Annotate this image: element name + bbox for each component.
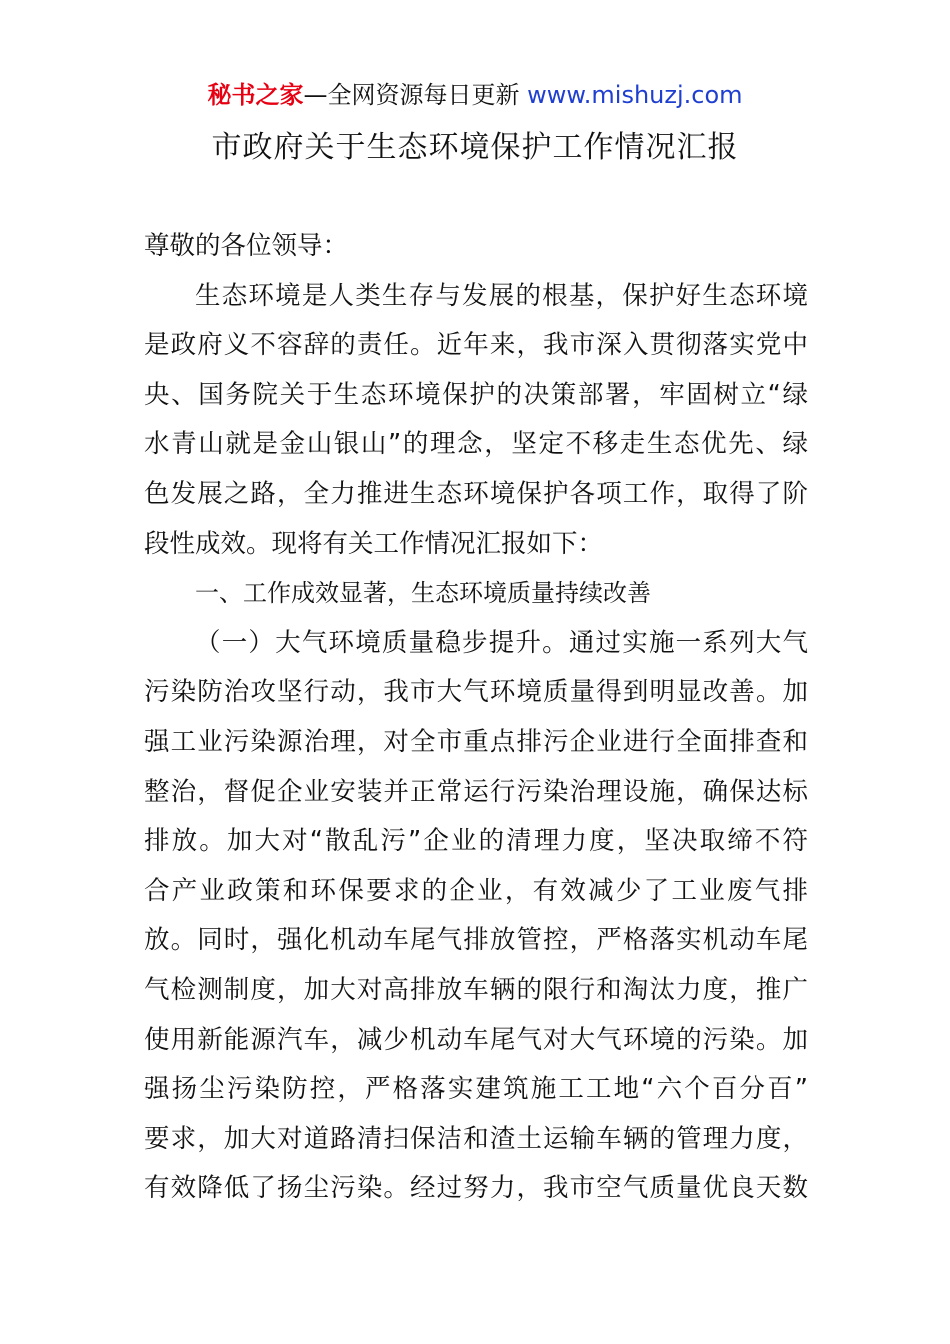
paragraph-line: 强工业污染源治理，对全市重点排污企业进行全面排查和 xyxy=(144,726,808,757)
paragraph-line: 使用新能源汽车，减少机动车尾气对大气环境的污染。加 xyxy=(144,1024,808,1055)
paragraph-line: 生态环境是人类生存与发展的根基，保护好生态环境 xyxy=(195,280,808,311)
section-heading: 一、工作成效显著，生态环境质量持续改善 xyxy=(195,579,651,608)
paragraph-line: 是政府义不容辞的责任。近年来，我市深入贯彻落实党中 xyxy=(144,330,808,361)
paragraph-line: 排放。加大对“散乱污”企业的清理力度，坚决取缔不符 xyxy=(144,826,808,857)
salutation: 尊敬的各位领导： xyxy=(144,231,349,261)
document-title: 市政府关于生态环境保护工作情况汇报 xyxy=(211,130,739,165)
paragraph-line: 强扬尘污染防控，严格落实建筑施工工地“六个百分百” xyxy=(144,1074,808,1105)
paragraph-line: 色发展之路，全力推进生态环境保护各项工作，取得了阶 xyxy=(144,478,808,509)
paragraph-line: 水青山就是金山银山”的理念，坚定不移走生态优先、绿 xyxy=(144,429,808,460)
paragraph-line: 要求，加大对道路清扫保洁和渣土运输车辆的管理力度， xyxy=(144,1123,808,1154)
paragraph-line: 央、国务院关于生态环境保护的决策部署，牢固树立“绿 xyxy=(144,379,808,410)
site-url[interactable]: www.mishuzj.com xyxy=(527,81,743,109)
paragraph-line: 合产业政策和环保要求的企业，有效减少了工业废气排 xyxy=(144,875,808,906)
paragraph-line: 有效降低了扬尘污染。经过努力，我市空气质量优良天数 xyxy=(144,1173,808,1204)
paragraph-line: 放。同时，强化机动车尾气排放管控，严格落实机动车尾 xyxy=(144,925,808,956)
paragraph-line: （一）大气环境质量稳步提升。通过实施一系列大气 xyxy=(195,627,808,658)
paragraph-line: 气检测制度，加大对高排放车辆的限行和淘汰力度，推广 xyxy=(144,974,808,1005)
paragraph-line: 整治，督促企业安装并正常运行污染治理设施，确保达标 xyxy=(144,776,808,807)
site-banner xyxy=(0,78,950,112)
banner-slogan: —全网资源每日更新 xyxy=(303,81,520,109)
document-body xyxy=(144,222,808,1214)
paragraph-line: 污染防治攻坚行动，我市大气环境质量得到明显改善。加 xyxy=(144,677,808,708)
brand-name: 秘书之家 xyxy=(207,81,304,109)
paragraph-line: 段性成效。现将有关工作情况汇报如下： xyxy=(144,528,604,559)
